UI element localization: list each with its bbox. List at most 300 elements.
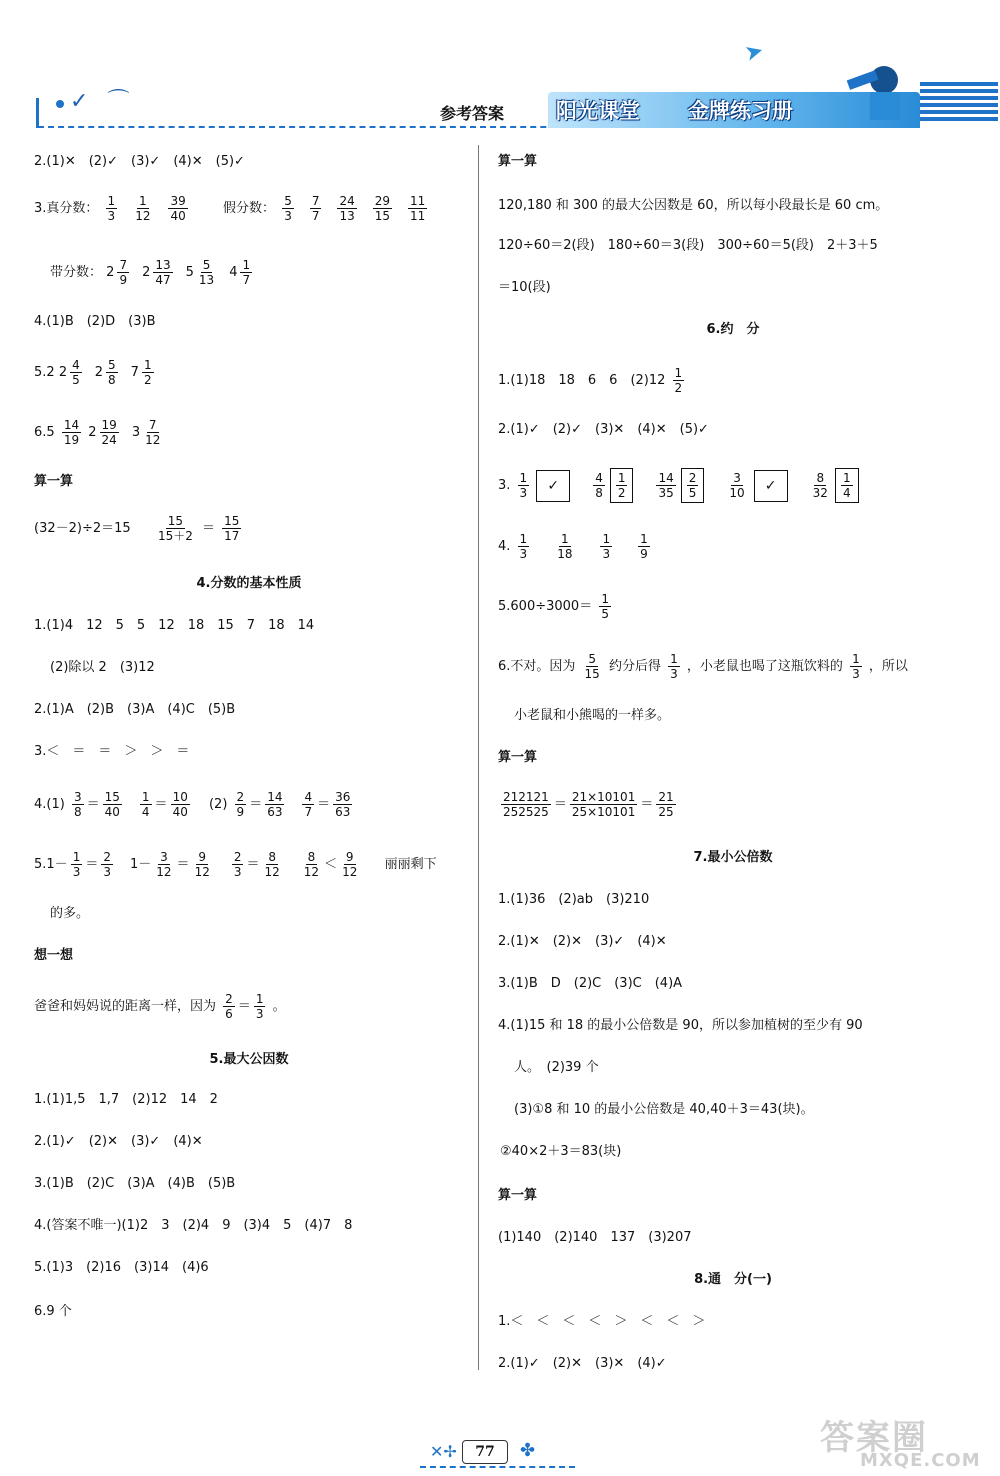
denominator: 2 — [143, 373, 152, 387]
denominator: 18 — [557, 547, 573, 561]
denominator: 17 — [224, 529, 240, 543]
whole-part: 3 — [131, 425, 141, 440]
simplify-items — [515, 471, 879, 500]
fraction — [302, 790, 314, 819]
fraction — [340, 850, 359, 879]
math-symbol: ＝ — [237, 999, 251, 1014]
numerator: 4 — [304, 790, 313, 804]
math-symbol: ＝ — [317, 797, 331, 812]
numerator: 1 — [255, 992, 264, 1006]
fraction — [310, 194, 322, 223]
label-text: 3.真分数： — [34, 201, 99, 216]
mixed-number — [142, 258, 176, 287]
math-symbol: ＜ — [324, 857, 338, 872]
answer-line-mixed — [50, 258, 265, 287]
fraction — [240, 258, 252, 287]
numerator: 39 — [170, 194, 186, 208]
answer-line-s4q4 — [34, 790, 367, 819]
mixed-number — [130, 358, 157, 387]
calc-line: 120÷60＝2(段) 180÷60＝3(段) 300÷60＝5(段) 2＋3＋5 — [498, 238, 878, 253]
label-text: 5.2 — [34, 365, 55, 380]
numerator: 3 — [733, 471, 741, 485]
fraction — [103, 790, 122, 819]
answer-text: 5.600÷3000＝ — [498, 599, 593, 614]
page-header — [0, 0, 1000, 140]
denominator: 24 — [101, 433, 117, 447]
answer-line: 2.(1)✕ (2)✕ (3)✓ (4)✕ — [498, 934, 667, 949]
fraction-comparison — [34, 850, 362, 879]
fraction — [142, 358, 154, 387]
denominator: 15＋2 — [157, 529, 193, 543]
numerator: 4 — [72, 358, 80, 372]
fraction — [656, 790, 675, 819]
denominator: 8 — [108, 373, 116, 387]
answer-box — [681, 468, 705, 503]
fraction — [555, 532, 574, 561]
banner-title-right: 金牌练习册 — [688, 98, 793, 123]
denominator: 12 — [264, 865, 280, 879]
denominator: 6 — [225, 1007, 233, 1021]
numerator: 19 — [101, 418, 117, 432]
denominator: 13 — [198, 273, 215, 287]
numerator: 2 — [103, 850, 111, 864]
fraction — [222, 514, 241, 543]
calc-line: 120,180 和 300 的最大公因数是 60，所以每小段最长是 60 cm。 — [498, 198, 889, 213]
denominator: 3 — [103, 865, 111, 879]
fraction — [154, 850, 173, 879]
answer-line: (3)①8 和 10 的最小公倍数是 40,40＋3＝43(块)。 — [514, 1102, 814, 1117]
watermark-logo — [820, 1410, 995, 1474]
answer-line-q3 — [34, 194, 440, 223]
math-symbol: ＝ — [246, 857, 260, 872]
fraction-equation — [220, 992, 268, 1021]
footer-dotted-line — [420, 1466, 575, 1468]
denominator: 2 — [674, 381, 683, 395]
fraction — [171, 790, 190, 819]
answer-text: 丽丽剩下 — [384, 857, 437, 872]
numerator: 5 — [202, 258, 211, 272]
denominator: 25 — [658, 805, 674, 819]
header-stripes — [920, 82, 998, 128]
denominator: 32 — [812, 486, 828, 500]
numerator: 4 — [595, 471, 603, 485]
denominator: 12 — [145, 433, 161, 447]
page-number: 77 — [462, 1440, 508, 1464]
fraction — [333, 790, 352, 819]
fraction — [156, 514, 195, 543]
fraction — [599, 592, 611, 621]
denominator: 3 — [602, 547, 611, 561]
numerator: 2 — [233, 850, 242, 864]
mixed-numbers — [88, 418, 175, 447]
numerator: 1 — [842, 471, 851, 485]
numerator: 2 — [225, 992, 233, 1006]
denominator: 3 — [284, 209, 292, 223]
answer-line-s6q4 — [498, 532, 673, 561]
fraction — [583, 652, 602, 681]
whole-part: 7 — [130, 365, 139, 380]
whole-part: 4 — [229, 265, 238, 280]
math-symbol: 5.1－ — [34, 857, 68, 872]
answer-line: 1.(1)1,5 1,7 (2)12 14 2 — [34, 1092, 218, 1107]
fraction — [153, 258, 172, 287]
answer-line: 1.(1)4 12 5 5 12 18 15 7 18 14 — [34, 618, 315, 633]
telescope-icon — [840, 62, 910, 122]
answer-line-s4q5 — [34, 850, 437, 879]
improper-fractions — [279, 194, 440, 223]
fraction — [373, 194, 392, 223]
fraction — [302, 850, 321, 879]
fraction — [100, 418, 119, 447]
numerator: 11 — [410, 194, 426, 208]
answer-line: 2.(1)✕ (2)✓ (3)✓ (4)✕ (5)✓ — [34, 154, 245, 169]
numerator: 1 — [670, 652, 678, 666]
answer-text: 爸爸和妈妈说的距离一样，因为 — [34, 999, 217, 1014]
fraction — [727, 471, 746, 500]
denominator: 13 — [339, 209, 355, 223]
denominator: 3 — [255, 1007, 264, 1021]
answer-box: ✓ — [754, 470, 788, 502]
fraction — [518, 471, 530, 500]
denominator: 35 — [658, 486, 674, 500]
proper-fractions — [103, 194, 201, 223]
answer-line-q6 — [34, 418, 175, 447]
watermark-text: 答案圈 — [820, 1418, 928, 1458]
section-heading: 想一想 — [34, 948, 74, 963]
numerator: 15 — [104, 790, 120, 804]
pinwheel-icon: ✤ — [520, 1440, 536, 1461]
numerator: 24 — [339, 194, 355, 208]
numerator: 1 — [617, 471, 626, 485]
header-left-bar — [36, 98, 39, 128]
denominator: 12 — [156, 865, 172, 879]
mixed-number — [131, 418, 166, 447]
answer-line: 5.(1)3 (2)16 (3)14 (4)6 — [34, 1260, 209, 1275]
denominator: 11 — [410, 209, 426, 223]
section-heading: 算一算 — [498, 154, 538, 169]
numerator: 5 — [588, 652, 596, 666]
answer-line: 3.(1)B (2)C (3)A (4)B (5)B — [34, 1176, 236, 1191]
section-title: 5.最大公因数 — [209, 1052, 289, 1067]
answer-line: 小老鼠和小熊喝的一样多。 — [514, 708, 671, 723]
answer-line: 的多。 — [50, 906, 90, 921]
header-label: 参考答案 — [440, 104, 505, 123]
math-symbol: ＝ — [553, 797, 567, 812]
denominator: 3 — [107, 209, 116, 223]
math-symbol: ＝ — [176, 857, 190, 872]
numerator: 1 — [561, 532, 569, 546]
section-title: 4.分数的基本性质 — [196, 576, 302, 591]
numerator: 8 — [816, 471, 825, 485]
calc-line — [34, 514, 244, 543]
math-symbol: ＝ — [86, 797, 100, 812]
math-symbol: ＝ — [85, 857, 99, 872]
numerator: 21×10101 — [571, 790, 636, 804]
calc-line: ＝10(段) — [498, 280, 551, 295]
fraction — [62, 418, 81, 447]
denominator: 63 — [335, 805, 351, 819]
label-text: (2) — [208, 797, 228, 812]
math-symbol: 1－ — [129, 857, 152, 872]
numerator: 1 — [139, 194, 147, 208]
answer-box — [610, 468, 634, 503]
denominator: 12 — [194, 865, 210, 879]
fraction — [263, 850, 282, 879]
answer-line: 1.＜ ＜ ＜ ＜ ＞ ＜ ＜ ＞ — [498, 1314, 706, 1329]
fraction-equation — [498, 790, 679, 819]
fraction — [668, 652, 680, 681]
header-dot — [56, 100, 64, 108]
fraction — [59, 418, 84, 447]
fraction — [600, 532, 612, 561]
fraction — [847, 652, 865, 681]
denominator: 7 — [304, 805, 313, 819]
answer-text: 。 — [272, 999, 286, 1014]
denominator: 7 — [311, 209, 320, 223]
whole-part: 2 — [142, 265, 151, 280]
answer-line-s6q1 — [498, 366, 687, 395]
fraction — [153, 514, 198, 543]
denominator: 9 — [236, 805, 245, 819]
label-text: 6.5 — [34, 425, 55, 440]
answer-line: 1.(1)36 (2)ab (3)210 — [498, 892, 650, 907]
fraction-equations — [69, 790, 205, 819]
fraction — [235, 790, 247, 819]
numerator: 7 — [148, 418, 157, 432]
mixed-number — [185, 258, 220, 287]
fraction — [70, 358, 82, 387]
pinwheel-icon: ✕✢ — [430, 1442, 457, 1461]
fraction — [580, 652, 605, 681]
fraction — [337, 194, 356, 223]
answer-line: 4.(1)15 和 18 的最小公倍数是 90，所以参加植树的至少有 90 — [498, 1018, 863, 1033]
numerator: 7 — [119, 258, 128, 272]
fraction — [106, 194, 118, 223]
birds-icon: ✓ ⌒ — [70, 89, 136, 114]
numerator: 9 — [198, 850, 207, 864]
denominator: 40 — [170, 209, 186, 223]
denominator: 7 — [242, 273, 251, 287]
section-heading: 算一算 — [498, 1188, 538, 1203]
math-symbol: ＝ — [154, 797, 168, 812]
numerator: 1 — [141, 790, 150, 804]
mixed-number — [88, 418, 122, 447]
fraction — [811, 471, 830, 500]
answer-line: 4.(答案不唯一)(1)2 3 (2)4 9 (3)4 5 (4)7 8 — [34, 1218, 353, 1233]
denominator: 252525 — [503, 805, 549, 819]
numerator: 1 — [674, 366, 683, 380]
denominator: 5 — [72, 373, 80, 387]
answer-line: 3.(1)B D (2)C (3)C (4)A — [498, 976, 683, 991]
equals-sign: ＝ — [202, 521, 216, 536]
denominator: 8 — [73, 805, 82, 819]
denominator: 5 — [601, 607, 609, 621]
mixed-numbers — [58, 358, 167, 387]
fraction — [665, 652, 683, 681]
answer-line: 6.9 个 — [34, 1304, 72, 1319]
numerator: 21 — [658, 790, 674, 804]
fraction — [850, 652, 862, 681]
denominator: 3 — [852, 667, 860, 681]
fraction — [408, 194, 427, 223]
fraction — [117, 258, 129, 287]
calc-line: (1)140 (2)140 137 (3)207 — [498, 1230, 692, 1245]
fraction — [593, 471, 605, 500]
denominator: 12 — [303, 865, 320, 879]
denominator: 19 — [63, 433, 80, 447]
fraction — [265, 790, 284, 819]
calc-line — [498, 790, 679, 819]
paper-plane-icon: ➤ — [742, 38, 767, 67]
numerator: 5 — [108, 358, 116, 372]
numerator: 14 — [267, 790, 283, 804]
denominator: 9 — [119, 273, 128, 287]
denominator: 4 — [141, 805, 150, 819]
numerator: 9 — [345, 850, 354, 864]
numerator: 1 — [107, 194, 116, 208]
answer-line: 2.(1)✓ (2)✕ (3)✕ (4)✓ — [498, 1356, 667, 1371]
fraction — [670, 366, 688, 395]
fraction — [232, 850, 244, 879]
denominator: 10 — [729, 486, 745, 500]
numerator: 2 — [688, 471, 697, 485]
numerator: 8 — [307, 850, 316, 864]
answer-line-q5 — [34, 358, 167, 387]
numerator: 1 — [601, 592, 609, 606]
fractions — [515, 532, 673, 561]
numerator: 3 — [73, 790, 82, 804]
answer-text: 6.不对。因为 — [498, 659, 576, 674]
section-title: 6.约 分 — [706, 322, 760, 337]
math-symbol: ＝ — [249, 797, 263, 812]
mixed-number — [94, 358, 121, 387]
fraction — [168, 194, 187, 223]
denominator: 3 — [670, 667, 678, 681]
fraction — [143, 418, 162, 447]
fraction — [219, 514, 244, 543]
whole-part: 2 — [106, 265, 115, 280]
think-line — [34, 992, 286, 1021]
answer-box: ✓ — [536, 470, 570, 502]
numerator: 1 — [72, 850, 81, 864]
answer-line: 人。 (2)39 个 — [514, 1060, 599, 1075]
mixed-numbers — [106, 258, 265, 287]
answer-line: 2.(1)✓ (2)✕ (3)✓ (4)✕ — [34, 1134, 203, 1149]
fraction — [140, 790, 152, 819]
fraction — [254, 992, 266, 1021]
denominator: 12 — [135, 209, 151, 223]
denominator: 63 — [267, 805, 283, 819]
section-heading: 算一算 — [498, 750, 538, 765]
banner-title-left: 阳光课堂 — [556, 98, 640, 123]
denominator: 3 — [72, 865, 81, 879]
numerator: 1 — [143, 358, 152, 372]
answer-line-s6q6 — [498, 652, 908, 681]
section-heading: 算一算 — [34, 474, 74, 489]
label-text: 假分数： — [223, 201, 276, 216]
fraction — [133, 194, 152, 223]
answer-line: 2.(1)A (2)B (3)A (4)C (5)B — [34, 702, 236, 717]
fraction — [193, 850, 212, 879]
denominator: 15 — [584, 667, 600, 681]
numerator: 15 — [224, 514, 240, 528]
numerator: 15 — [167, 514, 184, 528]
fraction — [501, 790, 551, 819]
denominator: 25×10101 — [571, 805, 636, 819]
answer-text: 约分后得 — [608, 659, 661, 674]
answer-line: 4.(1)B (2)D (3)B — [34, 314, 156, 329]
answer-box — [835, 468, 859, 503]
answer-line-s6q5 — [498, 592, 614, 621]
denominator: 47 — [155, 273, 171, 287]
answer-text: 1.(1)18 18 6 6 (2)12 — [498, 373, 666, 388]
whole-part: 2 — [58, 365, 68, 380]
numerator: 13 — [155, 258, 171, 272]
fraction — [518, 532, 530, 561]
numerator: 7 — [311, 194, 320, 208]
answer-line-s6q3 — [498, 468, 879, 503]
numerator: 10 — [172, 790, 188, 804]
calc-expression: (32－2)÷2＝15 — [34, 521, 131, 536]
numerator: 14 — [63, 418, 80, 432]
denominator: 3 — [519, 486, 528, 500]
fraction — [106, 358, 118, 387]
numerator: 29 — [374, 194, 391, 208]
fraction — [101, 850, 113, 879]
answer-line: ②40×2＋3＝83(块) — [500, 1144, 622, 1159]
numerator: 1 — [640, 532, 648, 546]
fraction — [673, 366, 685, 395]
denominator: 9 — [640, 547, 648, 561]
whole-part: 2 — [94, 365, 104, 380]
answer-text: ，所以 — [868, 659, 908, 674]
section-title: 8.通 分(一) — [694, 1272, 772, 1287]
numerator: 36 — [335, 790, 351, 804]
mixed-number — [229, 258, 255, 287]
answer-line: 3.＜ ＝ ＝ ＞ ＞ ＝ — [34, 744, 190, 759]
mixed-number — [106, 258, 132, 287]
answer-text: ，小老鼠也喝了这瓶饮料的 — [686, 659, 843, 674]
fraction — [570, 790, 638, 819]
whole-part: 2 — [88, 425, 97, 440]
label-text: 4.(1) — [34, 797, 65, 812]
numerator: 3 — [160, 850, 168, 864]
numerator: 212121 — [503, 790, 549, 804]
numerator: 1 — [602, 532, 611, 546]
column-divider — [478, 145, 479, 1370]
section-title: 7.最小公倍数 — [693, 850, 773, 865]
label-text: 4. — [498, 539, 511, 554]
fraction — [72, 790, 84, 819]
whole-part: 5 — [185, 265, 194, 280]
fraction — [197, 258, 216, 287]
denominator: 3 — [233, 865, 242, 879]
denominator: 40 — [172, 805, 188, 819]
denominator: 8 — [595, 486, 603, 500]
fraction — [223, 992, 235, 1021]
label-text: 带分数： — [50, 265, 103, 280]
fraction — [656, 471, 675, 500]
numerator: 1 — [519, 532, 528, 546]
denominator: 2 — [617, 486, 626, 500]
denominator: 5 — [688, 486, 697, 500]
mixed-number — [58, 358, 85, 387]
fraction-equations — [232, 790, 368, 819]
fraction — [638, 532, 650, 561]
numerator: 5 — [284, 194, 292, 208]
numerator: 1 — [852, 652, 860, 666]
numerator: 8 — [268, 850, 276, 864]
